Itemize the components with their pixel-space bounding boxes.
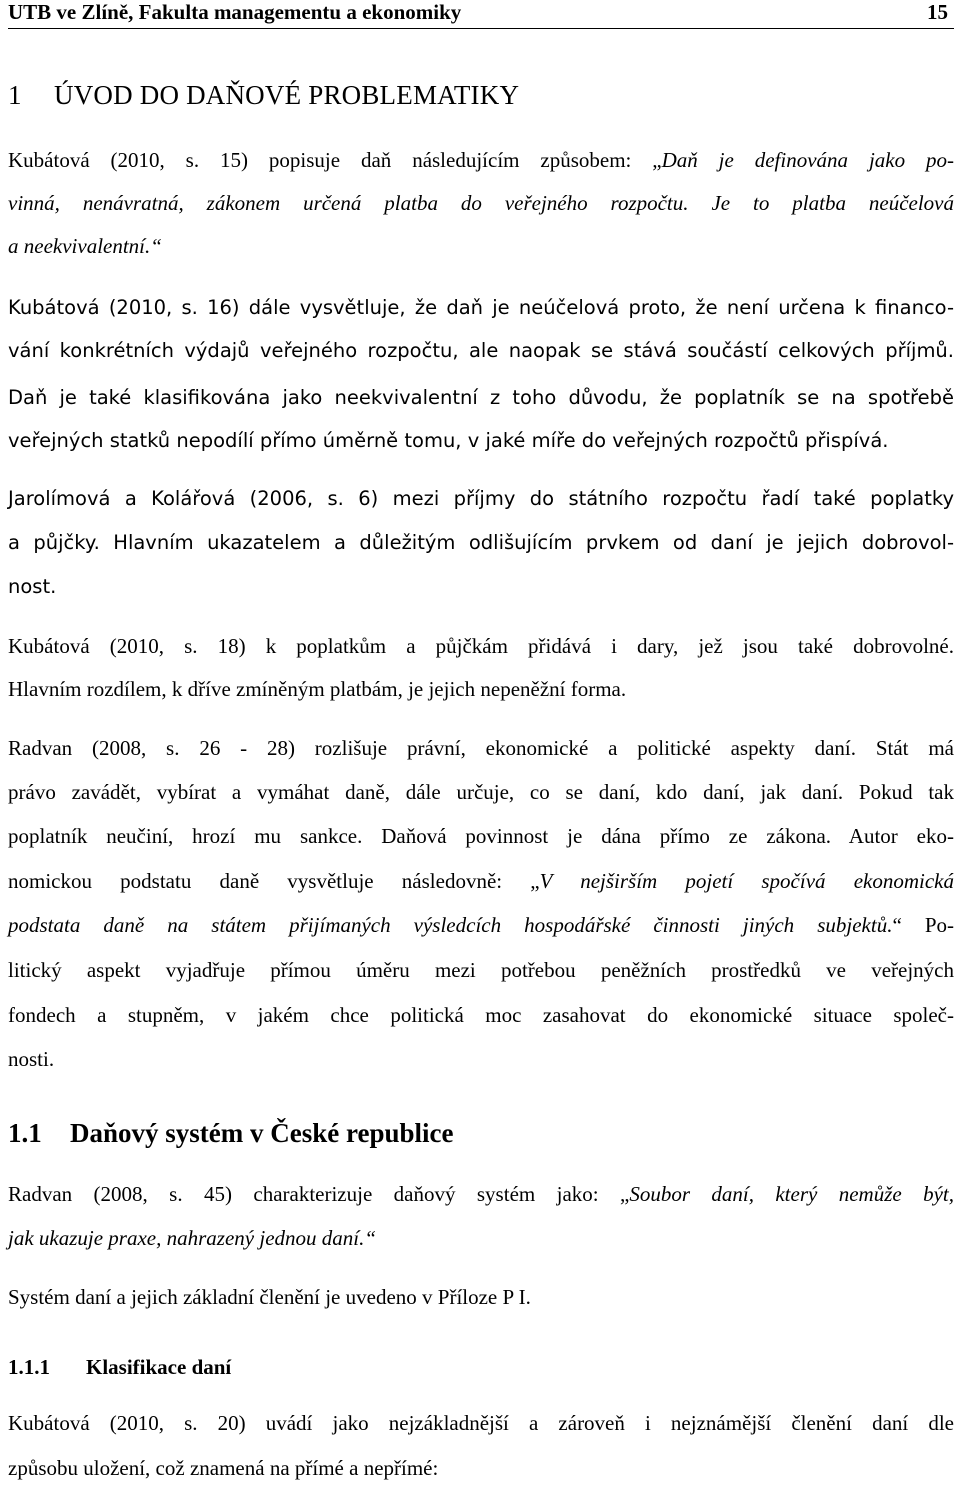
p5-line-5: podstata daně na státem přijímaných výsledcích hospodářské činnosti jiných subjektů.“ Po- [8, 913, 954, 937]
p5-line-8: nosti. [8, 1047, 55, 1071]
p1-line-3: a neekvivalentní.“ [8, 234, 162, 258]
p3-line-2: a půjčky. Hlavním ukazatelem a důležitým odlišujícím prvkem od daní je jejich dobrovol- [8, 531, 954, 554]
p5-line-3: poplatník neučiní, hrozí mu sankce. Daňová povinnost je dána přímo ze zákona. Autor eko- [8, 824, 954, 848]
p8-line-2: způsobu uložení, což znamená na přímé a nepřímé: [8, 1456, 439, 1480]
section-heading [8, 1118, 453, 1149]
p3-line-3: nost. [8, 575, 57, 598]
p8-line-1: Kubátová (2010, s. 20) uvádí jako nejzákladnější a zároveň i nejznámější členění daní dle [8, 1411, 954, 1435]
p1-line-1: Kubátová (2010, s. 15) popisuje daň následujícím způsobem: „Daň je definována jako po- [8, 148, 954, 172]
subsection-title: Klasifikace daní [86, 1355, 232, 1379]
header-institution: UTB ve Zlíně, Fakulta managementu a ekonomiky [8, 0, 462, 24]
p2-line-3: Daň je také klasifikována jako neekvivalentní z toho důvodu, že poplatník se na spotřebě [8, 386, 954, 409]
running-header [8, 0, 954, 29]
subsection-heading [8, 1355, 231, 1380]
section-number: 1.1 [8, 1118, 42, 1148]
chapter-number: 1 [8, 80, 22, 110]
p5-line-2: právo zavádět, vybírat a vymáhat daně, dále určuje, co se daní, kdo daní, jak daní. Pokud tak [8, 780, 954, 804]
p5-line-6: litický aspekt vyjadřuje přímou úměru mezi potřebou peněžních prostředků ve veřejných [8, 958, 954, 982]
p4-line-1: Kubátová (2010, s. 18) k poplatkům a půjčkám přidává i dary, jež jsou také dobrovolné. [8, 634, 954, 658]
p5-line-7: fondech a stupněm, v jakém chce politická moc zasahovat do ekonomické situace společ- [8, 1003, 954, 1027]
p2-line-2: vání konkrétních výdajů veřejného rozpočtu, ale naopak se stává součástí celkových příjmů. [8, 339, 954, 362]
section-title: Daňový systém v České republice [70, 1118, 454, 1148]
p2-line-4: veřejných statků nepodílí přímo úměrně tomu, v jaké míře do veřejných rozpočtů přispívá. [8, 429, 889, 452]
page-number: 15 [927, 0, 948, 24]
chapter-heading [8, 80, 519, 111]
paragraph-7: Systém daní a jejich základní členění je uvedeno v Příloze P I. [8, 1285, 531, 1309]
p5-line-4: nomickou podstatu daně vysvětluje následovně: „V nejširším pojetí spočívá ekonomická [8, 869, 954, 893]
subsection-number: 1.1.1 [8, 1355, 50, 1379]
p1-line-2: vinná, nenávratná, zákonem určená platba do veřejného rozpočtu. Je to platba neúčelová [8, 191, 954, 215]
p6-line-2: jak ukazuje praxe, nahrazený jednou daní.“ [8, 1226, 377, 1250]
p4-line-2: Hlavním rozdílem, k dříve zmíněným platbám, je jejich nepeněžní forma. [8, 677, 627, 701]
p2-line-1: Kubátová (2010, s. 16) dále vysvětluje, že daň je neúčelová proto, že není určena k financo- [8, 296, 954, 319]
p5-line-1: Radvan (2008, s. 26 - 28) rozlišuje právní, ekonomické a politické aspekty daní. Stát má [8, 736, 954, 760]
p6-line-1: Radvan (2008, s. 45) charakterizuje daňový systém jako: „Soubor daní, který nemůže být, [8, 1182, 954, 1206]
chapter-title: ÚVOD DO DAŇOVÉ PROBLEMATIKY [54, 80, 520, 110]
p3-line-1: Jarolímová a Kolářová (2006, s. 6) mezi příjmy do státního rozpočtu řadí také poplatky [8, 487, 954, 510]
